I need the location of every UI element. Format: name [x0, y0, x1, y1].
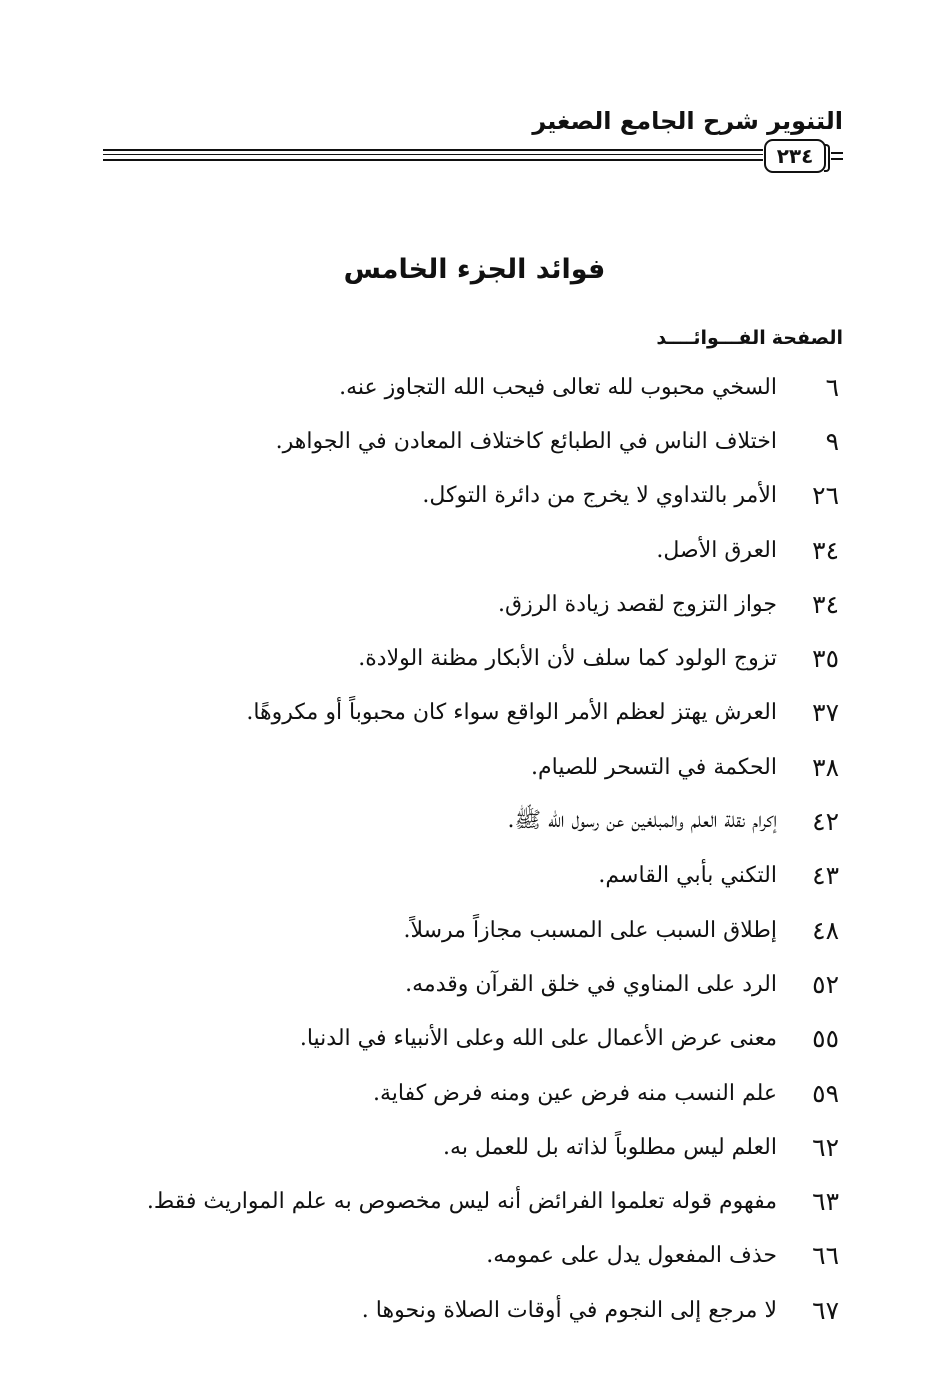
entry-page-number: ٦٢ — [812, 1132, 839, 1162]
list-item — [100, 1066, 843, 1120]
column-header — [656, 323, 843, 353]
list-item — [100, 469, 843, 523]
entry-text: العرق الأصل. — [656, 537, 777, 563]
entry-page-number: ٦٦ — [812, 1241, 839, 1271]
entry-page-number: ٦٣ — [812, 1187, 839, 1217]
list-item — [100, 1012, 843, 1066]
column-header-page: الصفحة — [771, 327, 843, 349]
entry-text: مفهوم قوله تعلموا الفرائض أنه ليس مخصوص به علم المواريث فقط. — [146, 1189, 777, 1215]
header-rule-inner — [103, 154, 763, 155]
list-item — [100, 577, 843, 631]
running-title: التنوير شرح الجامع الصغير — [532, 107, 843, 135]
entry-text: تزوج الولود كما سلف لأن الأبكار مظنة الولادة. — [358, 646, 777, 672]
entry-text: العلم ليس مطلوباً لذاته بل للعمل به. — [443, 1134, 777, 1160]
list-item — [100, 1283, 843, 1337]
list-item — [100, 414, 843, 468]
entry-text: جواز التزوج لقصد زيادة الرزق. — [498, 591, 777, 617]
list-item — [100, 1229, 843, 1283]
list-item — [100, 1174, 843, 1228]
header-rule-end — [831, 152, 843, 160]
entry-page-number: ٣٥ — [812, 644, 839, 674]
entry-page-number: ٥٥ — [812, 1024, 839, 1054]
entry-text: إكرام نقلة العلم والمبلغين عن رسول الله ﷺ. — [507, 807, 777, 833]
list-item — [100, 740, 843, 794]
entry-text: إطلاق السبب على المسبب مجازاً مرسلاً. — [403, 917, 777, 943]
entry-page-number: ٣٤ — [812, 535, 839, 565]
entry-text: التكني بأبي القاسم. — [598, 863, 777, 889]
entry-page-number: ٦ — [825, 372, 839, 402]
entry-text: لا مرجع إلى النجوم في أوقات الصلاة ونحوها . — [361, 1297, 777, 1323]
entry-page-number: ٥٢ — [812, 969, 839, 999]
entry-page-number: ٤٢ — [812, 807, 839, 837]
entry-page-number: ٤٣ — [812, 861, 839, 891]
entry-page-number: ٣٤ — [812, 589, 839, 619]
entry-text: الحكمة في التسحر للصيام. — [531, 754, 777, 780]
entry-page-number: ٢٦ — [812, 481, 839, 511]
entry-text: الأمر بالتداوي لا يخرج من دائرة التوكل. — [422, 483, 777, 509]
entry-page-number: ٦٧ — [812, 1295, 839, 1325]
column-header-benefits: الفـــوائــــد — [656, 327, 766, 349]
list-item — [100, 631, 843, 685]
entry-text: معنى عرض الأعمال على الله وعلى الأنبياء في الدنيا. — [299, 1026, 777, 1052]
header-rule — [103, 149, 763, 161]
list-item — [100, 686, 843, 740]
entry-page-number: ٤٨ — [812, 915, 839, 945]
list-item — [100, 360, 843, 414]
list-item — [100, 957, 843, 1011]
entry-text: العرش يهتز لعظم الأمر الواقع سواء كان محبوباً أو مكروهًا. — [246, 700, 777, 726]
entry-text: السخي محبوب لله تعالى فيحب الله التجاوز عنه. — [339, 374, 777, 400]
list-item — [100, 903, 843, 957]
entry-page-number: ٣٧ — [812, 698, 839, 728]
list-item — [100, 1120, 843, 1174]
list-item — [100, 523, 843, 577]
entry-text: اختلاف الناس في الطبائع كاختلاف المعادن في الجواهر. — [275, 428, 777, 454]
list-item — [100, 849, 843, 903]
entry-page-number: ٩ — [825, 426, 839, 456]
entry-text: حذف المفعول يدل على عمومه. — [486, 1243, 777, 1269]
section-title: فوائد الجزء الخامس — [343, 254, 606, 285]
list-item — [100, 794, 843, 848]
entry-text: الرد على المناوي في خلق القرآن وقدمه. — [405, 971, 777, 997]
benefits-list — [100, 360, 843, 1337]
entry-text: علم النسب منه فرض عين ومنه فرض كفاية. — [373, 1080, 777, 1106]
entry-page-number: ٥٩ — [812, 1078, 839, 1108]
entry-page-number: ٣٨ — [812, 752, 839, 782]
page-number: ٢٣٤ — [764, 139, 826, 173]
